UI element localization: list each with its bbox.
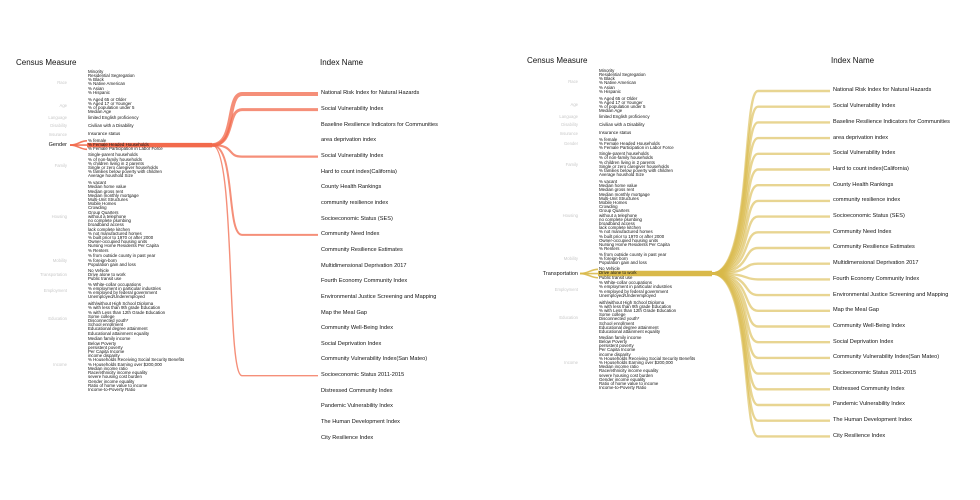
- measure-female-headed-households: % Female Headed Households: [88, 141, 149, 147]
- category-mobility: Mobility: [563, 256, 578, 262]
- measure-crowding: Crowding: [599, 204, 618, 210]
- measure-mobile-homes: Mobile Homes: [88, 201, 117, 207]
- measure-educational-attainment-equality: Educational attainment equality: [599, 329, 661, 335]
- index-the-human-development-index[interactable]: The Human Development Index: [833, 417, 912, 424]
- category-transportation: Transportation: [40, 271, 67, 277]
- measure-index-link: [212, 145, 318, 157]
- measure-no-vehicle: No Vehicle: [599, 266, 620, 272]
- measure-minority: Minority: [88, 68, 104, 74]
- index-county-health-rankings[interactable]: County Health Rankings: [833, 181, 894, 188]
- measure-crowding: Crowding: [88, 205, 107, 211]
- measure-median-age: Median Age: [88, 109, 112, 115]
- measure-households-earning-over-200-000: % Households Earning over $200,000: [88, 361, 162, 367]
- measure-ratio-of-home-value-to-income: Ratio of home value to income: [88, 382, 148, 388]
- measure-lack-complete-kitchen: lack complete kitchen: [599, 225, 641, 231]
- category-age: Age: [570, 102, 578, 108]
- measure-female-headed-households: % Female Headed Households: [599, 140, 660, 146]
- measure-civilian-with-a-disability: Civilian with a Disability: [599, 122, 645, 128]
- measure-hispanic: % Hispanic: [599, 88, 621, 94]
- index-environmental-justice-screening-and-mapping[interactable]: Environmental Justice Screening and Mapping: [833, 291, 949, 298]
- measure-insurance-status: Insurance status: [599, 130, 632, 136]
- index-socioeconomic-status-ses[interactable]: Socioeconomic Status (SES): [321, 215, 393, 222]
- measure-households-receiving-social-security-benefits: % Households Receiving Social Security Benefits: [88, 357, 185, 363]
- measure-households-earning-over-200-000: % Households Earning over $200,000: [599, 360, 673, 366]
- census-measure-header: Census Measure: [527, 56, 588, 65]
- measure-income-to-poverty-ratio: Income-to-Poverty Ratio: [599, 385, 647, 391]
- index-national-risk-index-for-natural-hazards[interactable]: National Risk Index for Natural Hazards: [833, 87, 932, 94]
- index-community-well-being-index[interactable]: Community Well-Being Index: [833, 322, 906, 329]
- measure-persistent-poverty: persistent poverty: [88, 344, 123, 350]
- category-gender: Gender: [48, 142, 67, 149]
- measure-median-age: Median Age: [599, 108, 623, 114]
- index-community-resilience-estimates[interactable]: Community Resilience Estimates: [833, 244, 915, 251]
- index-map-the-meal-gap[interactable]: Map the Meal Gap: [321, 309, 368, 316]
- measure-civilian-with-a-disability: Civilian with a Disability: [88, 123, 134, 129]
- measure-native-american: % Native American: [599, 80, 637, 86]
- measure-employed-by-federal-government: % employed by federal government: [599, 288, 669, 294]
- measure-female-participation-in-labor-force: % Female Participation in Labor Force: [88, 146, 163, 152]
- index-city-resilience-index[interactable]: City Resilience Index: [833, 432, 886, 439]
- index-pandemic-vulnerability-index[interactable]: Pandemic Vulnerability Index: [321, 403, 393, 410]
- measure-renters: % Renters: [599, 246, 620, 252]
- measure-without-a-telephone: without a telephone: [88, 213, 127, 219]
- category-transportation: Transportation: [542, 270, 578, 277]
- measure-income-disparity: income disparity: [599, 351, 631, 357]
- index-social-vulnerability-index[interactable]: Social Vulnerability Index: [833, 150, 896, 157]
- measure-single-parent-households: Single-parent households: [88, 152, 138, 158]
- measure-children-living-in-2-parents: % children living in 2 parents: [599, 159, 655, 165]
- measure-employment-in-particular-industries: % employment in particular industries: [599, 284, 672, 290]
- measure-employment-in-particular-industries: % employment in particular industries: [88, 285, 161, 291]
- measure-asian: % Asian: [88, 85, 104, 91]
- index-area-deprivation-index[interactable]: area deprivation index: [321, 137, 377, 144]
- index-map-the-meal-gap[interactable]: Map the Meal Gap: [833, 307, 880, 314]
- measure-owner-occupied-housing-units: Owner-occupied housing units: [599, 237, 659, 243]
- category-income: Income: [53, 361, 67, 367]
- measure-of-non-family-households: % of non-family households: [599, 155, 653, 161]
- measure-mobile-homes: Mobile Homes: [599, 199, 628, 205]
- measure-gender-income-equality: Gender income equality: [599, 376, 646, 382]
- measure-persistent-poverty: persistent poverty: [599, 343, 634, 349]
- measure-aged-65-or-older: % Aged 65 or Older: [88, 96, 127, 102]
- measure-per-capita-income: Per Capita Income: [88, 349, 125, 354]
- measure-households-receiving-social-security-benefits: % Households Receiving Social Security Benefits: [599, 355, 696, 361]
- index-social-deprivation-index[interactable]: Social Deprivation Index: [321, 340, 382, 347]
- index-county-health-rankings[interactable]: County Health Rankings: [321, 184, 382, 191]
- measure-white-collar-occupations: % White-collar occupations: [88, 281, 141, 287]
- measure-no-complete-plumbing: no complete plumbing: [599, 216, 642, 222]
- index-hard-to-count-index-california[interactable]: Hard to count index(California): [321, 168, 397, 175]
- measure-with-less-than-12th-grade-education: % with Less than 12th Grade Education: [599, 308, 677, 313]
- index-city-resilience-index[interactable]: City Resilience Index: [321, 434, 374, 441]
- measure-disconnected-youth: Disconnected youth*: [88, 317, 129, 323]
- measure-educational-degree-attainment: Educational degree attainment: [88, 326, 148, 332]
- index-name-header: Index Name: [831, 56, 875, 65]
- index-community-vulnerability-index-san-mateo[interactable]: Community Vulnerability Index(San Mateo): [321, 356, 428, 363]
- index-socioeconomic-status-2011-2015[interactable]: Socioeconomic Status 2011-2015: [833, 370, 917, 376]
- measure-foreign-born: % foreign-born: [599, 256, 628, 262]
- category-race: Race: [57, 79, 67, 85]
- measure-broadband-access: broadband access: [88, 222, 124, 228]
- index-multidimensional-deprivation-2017[interactable]: Multidimensional Deprivation 2017: [321, 262, 407, 269]
- measure-female: % female: [88, 137, 107, 143]
- measure-vacant: % vacant: [88, 180, 107, 186]
- measure-index-link: [712, 274, 830, 405]
- measure-not-manufactured-homes: % not manufactured homes: [88, 230, 142, 236]
- measure-multi-unit-structures: Multi-Unit Structures: [599, 195, 639, 201]
- measure-index-link: [212, 94, 318, 145]
- measure-with-less-than-9th-grade-education: % with less than 9th grade Education: [599, 303, 672, 309]
- measure-female: % female: [599, 136, 618, 142]
- measure-asian: % Asian: [599, 84, 615, 90]
- measure-multi-unit-structures: Multi-Unit Structures: [88, 197, 128, 203]
- measure-educational-degree-attainment: Educational degree attainment: [599, 324, 659, 330]
- measure-black: % Black: [599, 76, 615, 82]
- index-name-header: Index Name: [320, 58, 364, 67]
- measure-some-college: Some college: [88, 313, 115, 319]
- measure-drive-alone-to-work: Drive alone to work: [88, 271, 126, 277]
- measure-residential-segregation: Residential Segregation: [88, 73, 135, 79]
- category-family: Family: [565, 161, 578, 167]
- index-multidimensional-deprivation-2017[interactable]: Multidimensional Deprivation 2017: [833, 260, 919, 267]
- category-race: Race: [568, 78, 578, 84]
- index-community-well-being-index[interactable]: Community Well-Being Index: [321, 325, 394, 332]
- category-mobility: Mobility: [52, 257, 67, 263]
- measure-foreign-born: % foreign-born: [88, 257, 117, 263]
- measure-race-ethnicity-income-equality: Race/ethnicity income equality: [88, 370, 148, 376]
- category-income: Income: [564, 360, 578, 366]
- measure-ratio-of-home-value-to-income: Ratio of home value to income: [599, 381, 659, 387]
- category-employment: Employment: [43, 288, 67, 294]
- measure-white-collar-occupations: % White-collar occupations: [599, 280, 652, 286]
- measure-below-poverty: Below Poverty: [599, 338, 628, 344]
- measure-median-monthly-mortgage: Median monthly mortgage: [599, 191, 650, 197]
- measure-limited-english-proficiency: limited English proficiency: [88, 115, 139, 120]
- measure-employed-by-federal-government: % employed by federal government: [88, 290, 158, 296]
- measure-of-population-under-5: % of population under 5: [599, 103, 646, 109]
- index-pandemic-vulnerability-index[interactable]: Pandemic Vulnerability Index: [833, 401, 905, 408]
- measure-single-or-zero-caregiver-households: Single or zero caregiver households: [88, 164, 159, 170]
- measure-without-a-telephone: without a telephone: [599, 212, 638, 218]
- index-area-deprivation-index[interactable]: area deprivation index: [833, 134, 889, 141]
- measure-black: % Black: [88, 77, 104, 83]
- measure-lack-complete-kitchen: lack complete kitchen: [88, 226, 130, 232]
- measure-with-without-high-school-diploma: with/without High School Diploma: [88, 301, 154, 307]
- index-socioeconomic-status-2011-2015[interactable]: Socioeconomic Status 2011-2015: [321, 372, 405, 379]
- measure-group-quarters: Group Quarters: [599, 208, 630, 214]
- measure-with-less-than-12th-grade-education: % with Less than 12th Grade Education: [88, 309, 166, 315]
- index-environmental-justice-screening-and-mapping[interactable]: Environmental Justice Screening and Mapping: [321, 293, 437, 300]
- category-insurance: Insurance: [559, 130, 578, 136]
- measure-of-population-under-5: % of population under 5: [88, 105, 135, 111]
- index-hard-to-count-index-california[interactable]: Hard to count index(California): [833, 165, 909, 172]
- measure-severe-housing-cost-burden: severe housing cost burden: [599, 372, 653, 378]
- index-community-need-index[interactable]: Community Need Index: [833, 228, 892, 235]
- measure-income-to-poverty-ratio: Income-to-Poverty Ratio: [88, 386, 136, 392]
- index-distressed-community-index[interactable]: Distressed Community Index: [321, 387, 393, 394]
- measure-hispanic: % Hispanic: [88, 89, 110, 95]
- category-housing: Housing: [562, 212, 578, 218]
- measure-families-below-poverty-with-children: % families below poverty with children: [88, 169, 162, 175]
- measure-drive-alone-to-work: Drive alone to work: [599, 270, 637, 276]
- measure-index-link: [712, 122, 830, 273]
- measure-female-participation-in-labor-force: % Female Participation in Labor Force: [599, 144, 674, 150]
- index-baseline-resilience-indicators-for-communities[interactable]: Baseline Resilience Indicators for Communities: [321, 121, 438, 128]
- index-distressed-community-index[interactable]: Distressed Community Index: [833, 385, 905, 392]
- measure-index-link: [712, 274, 830, 437]
- measure-median-home-value: Median home value: [599, 183, 638, 189]
- measure-renters: % Renters: [88, 247, 109, 253]
- category-gender: Gender: [564, 140, 578, 146]
- measure-nursing-home-residents-per-capita: Nursing Home Residents Per Capita: [599, 242, 670, 248]
- measure-vacant: % vacant: [599, 178, 618, 184]
- index-social-vulnerability-index[interactable]: Social Vulnerability Index: [321, 106, 384, 113]
- measure-average-houshold-size: Average houshold Size: [88, 173, 134, 179]
- measure-residential-segregation: Residential Segregation: [599, 72, 646, 77]
- measure-median-gross-rent: Median gross rent: [599, 187, 635, 193]
- category-age: Age: [59, 103, 67, 109]
- measure-median-income-ratio: Median income ratio: [88, 365, 128, 371]
- measure-nursing-home-residents-per-capita: Nursing Home Residents Per Capita: [88, 243, 159, 249]
- measure-minority: Minority: [599, 67, 615, 73]
- measure-built-prior-to-1970-or-after-2000: % built prior to 1970 or after 2000: [88, 235, 154, 240]
- measure-race-ethnicity-income-equality: Race/ethnicity income equality: [599, 368, 659, 374]
- measure-median-family-income: Median family income: [599, 334, 642, 340]
- measure-not-manufactured-homes: % not manufactured homes: [599, 229, 653, 235]
- measure-unemployed-underemployed: Unemployed/Underemployed: [88, 294, 145, 300]
- measure-median-family-income: Median family income: [88, 336, 131, 342]
- measure-owner-occupied-housing-units: Owner-occupied housing units: [88, 239, 148, 245]
- index-baseline-resilience-indicators-for-communities[interactable]: Baseline Resilience Indicators for Communities: [833, 118, 950, 125]
- measure-from-outside-county-in-past-year: % from outside county in past year: [599, 251, 667, 257]
- measure-population-gain-and-loss: Population gain and loss: [88, 261, 136, 267]
- category-disability: Disability: [561, 122, 578, 128]
- measure-income-disparity: income disparity: [88, 353, 120, 359]
- transportation-link-diagram: [512, 0, 980, 500]
- category-housing: Housing: [51, 214, 67, 220]
- measure-from-outside-county-in-past-year: % from outside county in past year: [88, 253, 156, 259]
- index-fourth-economy-community-index[interactable]: Fourth Economy Community Index: [833, 275, 920, 282]
- measure-no-complete-plumbing: no complete plumbing: [88, 218, 131, 224]
- measure-unemployed-underemployed: Unemployed/Underemployed: [599, 292, 656, 298]
- index-socioeconomic-status-ses[interactable]: Socioeconomic Status (SES): [833, 213, 905, 219]
- measure-single-or-zero-caregiver-households: Single or zero caregiver households: [599, 163, 670, 169]
- category-education: Education: [48, 316, 67, 322]
- measure-broadband-access: broadband access: [599, 221, 635, 227]
- index-social-vulnerability-index[interactable]: Social Vulnerability Index: [833, 103, 896, 110]
- measure-index-link: [712, 138, 830, 273]
- category-language: Language: [48, 115, 67, 121]
- measure-of-non-family-households: % of non-family households: [88, 156, 142, 162]
- index-social-deprivation-index[interactable]: Social Deprivation Index: [833, 338, 894, 345]
- measure-aged-65-or-older: % Aged 65 or Older: [599, 95, 638, 101]
- measure-public-transit-use: Public transit use: [599, 274, 633, 280]
- measure-median-gross-rent: Median gross rent: [88, 188, 124, 194]
- measure-public-transit-use: Public transit use: [88, 275, 122, 281]
- measure-no-vehicle: No Vehicle: [88, 267, 109, 273]
- measure-with-without-high-school-diploma: with/without High School Diploma: [599, 299, 665, 305]
- index-community-vulnerability-index-san-mateo[interactable]: Community Vulnerability Index(San Mateo): [833, 354, 940, 361]
- measure-school-enrollment: School enrollment: [599, 320, 635, 326]
- measure-group-quarters: Group Quarters: [88, 209, 119, 215]
- measure-below-poverty: Below Poverty: [88, 340, 117, 346]
- measure-per-capita-income: Per Capita Income: [599, 347, 636, 353]
- category-family: Family: [54, 163, 67, 169]
- index-fourth-economy-community-index[interactable]: Fourth Economy Community Index: [321, 278, 408, 285]
- measure-severe-housing-cost-burden: severe housing cost burden: [88, 374, 142, 380]
- measure-native-american: % Native American: [88, 81, 126, 87]
- measure-index-link: [712, 91, 830, 274]
- measure-aged-17-or-younger: % Aged 17 or Younger: [599, 99, 643, 105]
- index-community-resilience-estimates[interactable]: Community Resilience Estimates: [321, 246, 403, 253]
- measure-average-houshold-size: Average houshold Size: [599, 172, 645, 178]
- category-disability: Disability: [50, 123, 67, 129]
- census-measure-header: Census Measure: [16, 58, 77, 67]
- measure-single-parent-households: Single-parent households: [599, 151, 649, 157]
- measure-educational-attainment-equality: Educational attainment equality: [88, 330, 150, 336]
- category-education: Education: [559, 314, 578, 320]
- measure-with-less-than-9th-grade-education: % with less than 9th grade Education: [88, 305, 161, 311]
- category-language: Language: [559, 114, 578, 120]
- index-social-vulnerability-index[interactable]: Social Vulnerability Index: [321, 153, 384, 159]
- index-community-resilience-index[interactable]: community resilience index: [321, 199, 389, 206]
- measure-aged-17-or-younger: % Aged 17 or Younger: [88, 100, 132, 106]
- category-insurance: Insurance: [48, 131, 67, 137]
- measure-disconnected-youth: Disconnected youth*: [599, 316, 640, 322]
- gender-link-diagram: [0, 0, 480, 500]
- index-national-risk-index-for-natural-hazards[interactable]: National Risk Index for Natural Hazards: [321, 90, 420, 97]
- measure-population-gain-and-loss: Population gain and loss: [599, 260, 647, 266]
- measure-limited-english-proficiency: limited English proficiency: [599, 113, 650, 119]
- measure-families-below-poverty-with-children: % families below poverty with children: [599, 168, 673, 173]
- index-the-human-development-index[interactable]: The Human Development Index: [321, 419, 400, 426]
- measure-median-income-ratio: Median income ratio: [599, 364, 639, 370]
- measure-insurance-status: Insurance status: [88, 131, 121, 137]
- measure-median-home-value: Median home value: [88, 184, 127, 190]
- measure-children-living-in-2-parents: % children living in 2 parents: [88, 160, 144, 166]
- index-community-resilience-index[interactable]: community resilience index: [833, 197, 901, 204]
- measure-some-college: Some college: [599, 312, 626, 318]
- gender-link-flows: [0, 0, 480, 500]
- index-community-need-index[interactable]: Community Need Index: [321, 231, 380, 238]
- measure-built-prior-to-1970-or-after-2000: % built prior to 1970 or after 2000: [599, 233, 665, 239]
- category-employment: Employment: [554, 286, 578, 292]
- measure-school-enrollment: School enrollment: [88, 322, 124, 328]
- measure-gender-income-equality: Gender income equality: [88, 378, 135, 384]
- measure-median-monthly-mortgage: Median monthly mortgage: [88, 192, 139, 198]
